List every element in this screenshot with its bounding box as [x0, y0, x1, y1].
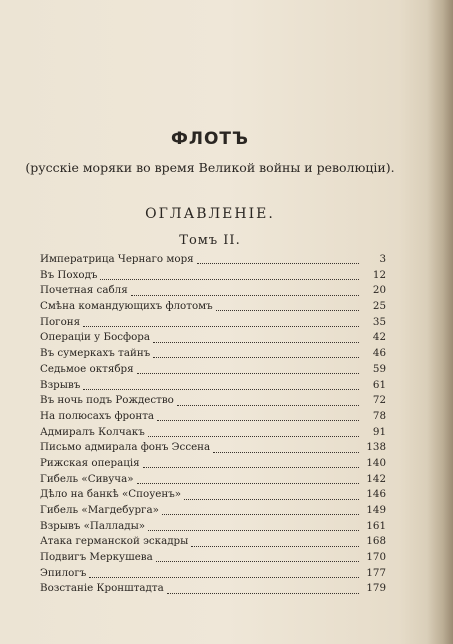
toc-entry-title: Въ ночь подъ Рождество [40, 394, 174, 407]
toc-entry-title: Рижская операцiя [40, 456, 140, 469]
toc-entry-page: 59 [372, 362, 386, 375]
toc-entry-page: 179 [366, 582, 386, 595]
toc-entry-page: 72 [372, 394, 386, 407]
toc-entry-page: 46 [372, 347, 386, 360]
toc-entry-title: На полюсахъ фронта [40, 409, 155, 422]
toc-entry-title: Смѣна командующихъ флотомъ [40, 300, 213, 313]
toc-leader-dots [184, 491, 359, 500]
toc-leader-dots [157, 412, 359, 421]
toc-entry [40, 346, 386, 362]
toc-leader-dots [153, 334, 359, 343]
toc-entry [40, 487, 386, 503]
toc-entry [40, 315, 386, 331]
toc-leader-dots [156, 553, 359, 562]
toc-entry-title: Атака германской эскадры [40, 535, 189, 548]
toc-entry-page: 78 [372, 409, 386, 422]
toc-entry [40, 362, 386, 378]
toc-entry-title: Эпилогъ [40, 566, 87, 579]
toc-entry-page: 146 [366, 488, 386, 501]
toc-entry-page: 42 [372, 331, 386, 344]
toc-leader-dots [83, 381, 359, 390]
toc-entry-page: 91 [372, 425, 386, 438]
toc-entry [40, 581, 386, 597]
toc-leader-dots [137, 365, 359, 374]
toc-entry-title: Гибель «Магдебурга» [40, 504, 159, 516]
toc-entry-title: Письмо адмирала фонъ Эссена [40, 441, 211, 454]
toc-leader-dots [100, 271, 359, 280]
toc-entry-page: 142 [366, 472, 386, 485]
toc-leader-dots [216, 302, 359, 311]
toc-entry-page: 149 [366, 504, 386, 516]
toc-entry-page: 140 [366, 456, 386, 469]
toc-entry-page: 168 [366, 535, 386, 548]
toc-entry-title: Погоня [40, 315, 81, 328]
toc-heading: ОГЛАВЛЕНIЕ. [145, 206, 275, 222]
toc-entry-title: Возстанiе Кронштадта [40, 582, 164, 595]
toc-entry-page: 138 [366, 441, 386, 454]
toc-leader-dots [83, 318, 359, 327]
toc-entry [40, 472, 386, 488]
toc-entry-title: Въ Походъ [40, 268, 98, 281]
toc-entry [40, 456, 386, 472]
toc-leader-dots [131, 287, 359, 296]
toc-leader-dots [148, 428, 359, 437]
toc-entry [40, 503, 386, 519]
toc-leader-dots [197, 255, 359, 264]
toc-entry [40, 409, 386, 425]
toc-entry-title: Въ сумеркахъ тайнъ [40, 347, 151, 360]
toc-entry [40, 550, 386, 566]
toc-entry-title: Дѣло на банкѣ «Споуенъ» [40, 488, 182, 501]
toc-entry-title: Подвигъ Меркушева [40, 551, 153, 564]
toc-entry-title: Гибель «Сивуча» [40, 472, 134, 485]
toc-entry-page: 3 [379, 253, 386, 265]
toc-entry-title: Операцiи у Босфора [40, 331, 151, 344]
toc-entry-page: 35 [372, 315, 386, 328]
toc-entry-title: Адмиралъ Колчакъ [40, 425, 145, 438]
toc-entry-title: Взрывъ [40, 378, 81, 391]
toc-leader-dots [148, 522, 359, 531]
toc-leader-dots [213, 444, 359, 453]
toc-entry-page: 170 [366, 551, 386, 564]
toc-entry [40, 268, 386, 284]
toc-entry [40, 252, 386, 268]
toc-leader-dots [153, 349, 359, 358]
toc-entry [40, 519, 386, 535]
page-binding-shadow [427, 0, 453, 644]
toc-entry [40, 393, 386, 409]
toc-entry-page: 161 [366, 519, 386, 532]
toc-entry [40, 440, 386, 456]
toc-entry-page: 177 [366, 566, 386, 579]
toc-entry [40, 534, 386, 550]
toc-entry [40, 378, 386, 394]
toc-leader-dots [89, 569, 359, 578]
toc-entry [40, 283, 386, 299]
toc-leader-dots [177, 397, 359, 406]
toc-entry-title: Седьмое октября [40, 362, 134, 375]
book-subtitle: (русскiе моряки во время Великой войны и революцiи). [25, 160, 395, 175]
volume-label: Томъ II. [179, 233, 241, 248]
toc-entry-page: 25 [372, 300, 386, 313]
toc-leader-dots [167, 585, 359, 594]
toc-entry [40, 425, 386, 441]
book-title: ФЛОТЪ [171, 129, 249, 149]
toc-entry [40, 299, 386, 315]
toc-entry-page: 12 [372, 268, 386, 281]
toc-entry-page: 61 [372, 378, 386, 391]
toc-entry-title: Почетная сабля [40, 284, 128, 297]
toc-entry-page: 20 [372, 284, 386, 297]
toc-entry-title: Взрывъ «Паллады» [40, 519, 146, 532]
toc-leader-dots [137, 475, 359, 484]
toc-leader-dots [191, 538, 359, 547]
toc-entry-title: Императрица Чернаго моря [40, 253, 194, 265]
table-of-contents [40, 252, 386, 597]
toc-entry [40, 566, 386, 582]
toc-leader-dots [143, 459, 359, 468]
toc-leader-dots [162, 506, 359, 515]
toc-entry [40, 330, 386, 346]
